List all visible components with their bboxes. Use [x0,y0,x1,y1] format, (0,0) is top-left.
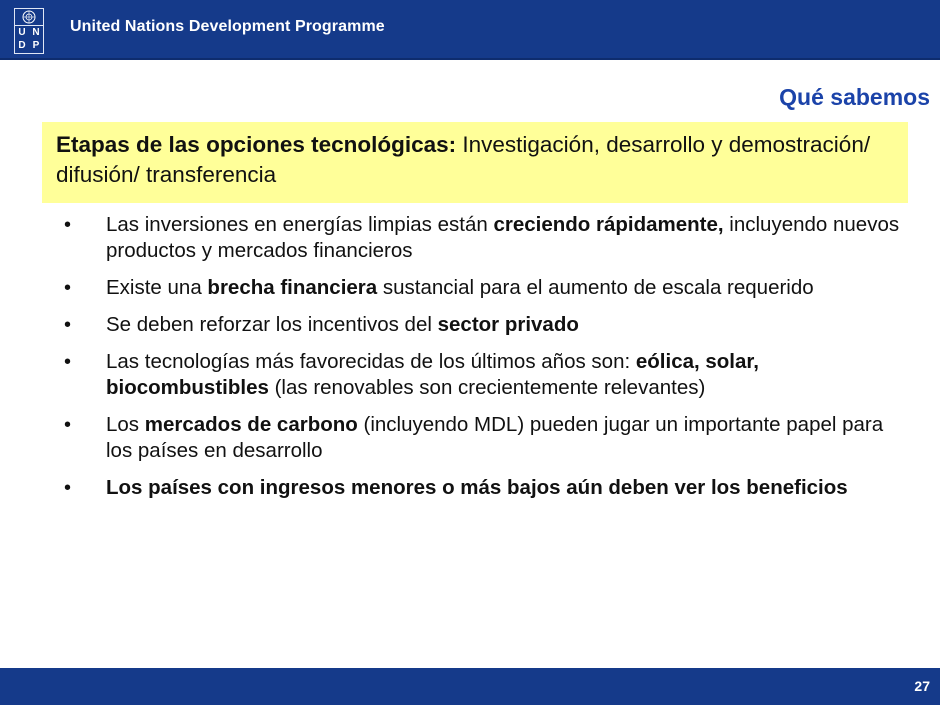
highlight-box [42,122,908,203]
highlight-bold-text: Etapas de las opciones tecnológicas: [56,132,457,157]
section-title: Qué sabemos [779,84,930,110]
bullet-item [60,412,900,464]
bullet-item [60,349,900,401]
organization-name: United Nations Development Programme [70,18,385,35]
bullet-dot-icon: • [64,351,72,373]
bullet-text: Existe una [106,276,208,299]
bullet-dot-icon: • [64,314,72,336]
bullet-item [60,275,900,301]
un-emblem-icon [15,9,43,26]
bullet-item [60,475,900,501]
bullet-bold-text: creciendo rápidamente, [493,213,724,236]
logo-letter: U [18,27,26,38]
bullet-text: incluyendo nuevos productos y mercados financieros [106,213,900,262]
bullet-text: Los [106,413,145,436]
bullet-item [60,212,900,264]
logo-letter: N [32,27,40,38]
bullet-text: (las renovables son crecientemente relevantes) [268,376,706,399]
header-bar [0,0,940,60]
bullet-text: Las inversiones en energías limpias están [106,213,494,236]
bullet-text: Se deben reforzar los incentivos del [106,313,438,336]
bullet-dot-icon: • [64,214,72,236]
bullet-bold-text: mercados de carbono [144,413,358,436]
bullet-dot-icon: • [64,477,72,499]
bullet-bold-text: Los países con ingresos menores o más bajos aún deben ver los beneficios [106,476,848,499]
logo-letter: D [18,40,26,51]
bullet-list [60,212,900,512]
bullet-dot-icon: • [64,277,72,299]
page-number: 27 [914,678,930,694]
bullet-item [60,312,900,338]
bullet-text: (incluyendo MDL) pueden jugar un importante papel para los países en desarrollo [106,413,884,462]
logo-letter: P [32,40,40,51]
bullet-bold-text: eólica, solar, biocombustibles [106,350,759,399]
footer-bar [0,668,940,705]
bullet-text: sustancial para el aumento de escala requerido [377,276,814,299]
bullet-text: Las tecnologías más favorecidas de los últimos años son: [106,350,636,373]
bullet-dot-icon: • [64,414,72,436]
undp-logo [14,8,44,54]
bullet-bold-text: sector privado [437,313,579,336]
bullet-bold-text: brecha financiera [207,276,378,299]
highlight-text: Investigación, desarrollo y demostración/ difusión/ transferencia [56,132,871,187]
